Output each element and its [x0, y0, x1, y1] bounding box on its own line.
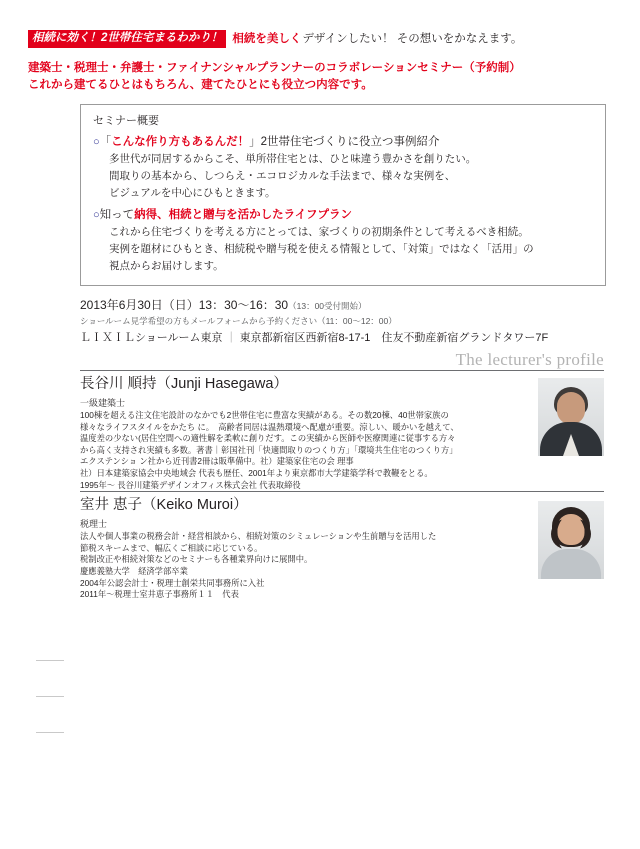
event-venue [80, 330, 612, 346]
lecturer-2-desc-3: 税制改正や相続対策などのセミナーも各種業界向けに展開中。 [80, 554, 313, 565]
lecturer-2-name: 室井 恵子（Keiko Muroi） [80, 497, 248, 514]
bullet-circle-icon: ○ [93, 209, 100, 221]
reservation-note: ショールーム見学希望の方もメールフォームから予約ください（11：00〜12：00） [80, 316, 397, 326]
lecturer-2-desc-5: 2004年公認会計士・税理士創栄共同事務所に入社 [80, 577, 265, 588]
lecturer-2-desc-2: 節税スキームまで、幅広くご相談に応じている。 [80, 542, 263, 553]
outline-item-1-emph: こんな作り方もあるんだ！ [111, 136, 250, 148]
lecturer-1-desc-6: 社）日本建築家協会中央地域会 代表も歴任、2001年より東京都市大学建築学科で教鞭をとる。 [80, 467, 433, 478]
event-datetime-main: 2013年6月30日（日）13：30〜16：30 [80, 298, 289, 312]
outline-item-2-heading [93, 206, 595, 224]
outline-item-2-line-2: 実例を題材にひもとき、相続税や贈与税を使える情報として、「対策」ではなく「活用」の [109, 243, 534, 255]
outline-item-2-line-3: 視点からお届けします。 [109, 260, 224, 272]
outline-item-1-line-2: 間取りの基本から、しつらえ・エコロジカルな手法まで、様々な実例を、 [109, 170, 456, 182]
lecturer-1-name: 長谷川 順持（Junji Hasegawa） [80, 376, 288, 392]
lecturer-block-1 [80, 370, 604, 491]
headline [28, 30, 612, 48]
decorative-rule-3 [36, 732, 64, 733]
lecturer-1-desc-4: から高く支持され実績も多数。著書｜彰国社刊「快適間取りのつくり方」「環境共生住宅のつくり方」 [80, 444, 458, 455]
outline-item-1-close: 」2世帯住宅づくりに役立つ事例紹介 [249, 136, 440, 148]
headline-tail: デザインしたい！ その想いをかなえます。 [302, 33, 523, 45]
headline-badge: 相続に効く！2世帯住宅まるわかり！ [28, 30, 226, 48]
event-datetime-note: （13：00受付開始） [288, 301, 367, 311]
lecturer-1-portrait [538, 378, 604, 456]
subheadline-line2: これから建てるひとはもちろん、建てたひとにも役立つ内容です。 [28, 79, 373, 91]
profile-section-heading: The lecturer's profile [455, 350, 604, 369]
document-page [0, 30, 640, 849]
headline-middle: 相続を美しく [232, 33, 302, 45]
lecturer-2-desc-6: 2011年〜税理士室井恵子事務所１１ 代表 [80, 589, 239, 600]
outline-item-2-open: 知って [99, 209, 135, 221]
event-datetime [80, 296, 612, 315]
lecturer-1-desc-1: 100棟を超える注文住宅設計のなかでも2世帯住宅に豊富な実績がある。その数20棟、40世帯家族の [80, 410, 449, 420]
lecturer-2-desc-4: 慶應義塾大学 経済学部卒業 [80, 565, 188, 576]
outline-item-2-line-1: これから住宅づくりを考える方にとっては、家づくりの初期条件として考えるべき相続。 [109, 226, 529, 238]
lecturer-2-role: 税理士 [80, 519, 108, 530]
lecturer-block-2 [80, 491, 604, 601]
outline-item-1-line-1: 多世代が同居するからこそ、単所帯住宅とは、ひと味違う豊かさを創りたい。 [109, 153, 477, 165]
venue-address: 東京都新宿区西新宿8-17-1 住友不動産新宿グランドタワー7F [239, 332, 549, 344]
lecturer-2-desc-1: 法人や個人事業の税務会計・経営相談から、相続対策のシミュレーションや生前贈与を活用した [80, 531, 437, 542]
lecturer-1-desc-3: 温度差の少ない(居住空間への適性解を柔軟に創りだす。この実績から医師や医療関連に従事する方々 [80, 433, 456, 444]
subheadline-line1: 建築士・税理士・弁護士・ファイナンシャルプランナーのコラボレーションセミナー（予約制） [28, 62, 521, 74]
lecturer-2-divider [80, 491, 604, 492]
seminar-outline-box [80, 104, 606, 286]
venue-name: ＬＩＸＩＬショールーム東京 [80, 332, 223, 344]
outline-item-1-open: 「 [99, 136, 112, 148]
lecturer-2-portrait [538, 501, 604, 579]
lecturer-1-desc-7: 1995年〜 長谷川建築デザインオフィス株式会社 代表取締役 [80, 479, 301, 490]
decorative-rule-1 [36, 660, 64, 661]
bullet-circle-icon: ○ [93, 136, 100, 148]
lecturer-1-divider [80, 370, 604, 371]
venue-separator: ｜ [225, 332, 237, 344]
lecturer-1-desc-5: エクステンショ ン社から近刊書2冊は販準備中。社）建築家住宅の会 理事 [80, 456, 354, 467]
outline-item-1-line-3: ビジュアルを中心にひもときます。 [109, 187, 276, 199]
outline-title: セミナー概要 [93, 115, 159, 127]
outline-item-2-emph: 納得、相続と贈与を活かしたライフプラン [134, 209, 352, 221]
subheadline [28, 60, 612, 94]
lecturer-1-desc-2: 様々なライフスタイルをかたち に。 高齢者同居は温熱環境へ配慮が重要。涼しい、暖かいを越えて、 [80, 421, 459, 432]
decorative-rule-2 [36, 696, 64, 697]
lecturer-1-role: 一級建築士 [80, 398, 126, 408]
outline-item-1-heading [93, 133, 595, 151]
